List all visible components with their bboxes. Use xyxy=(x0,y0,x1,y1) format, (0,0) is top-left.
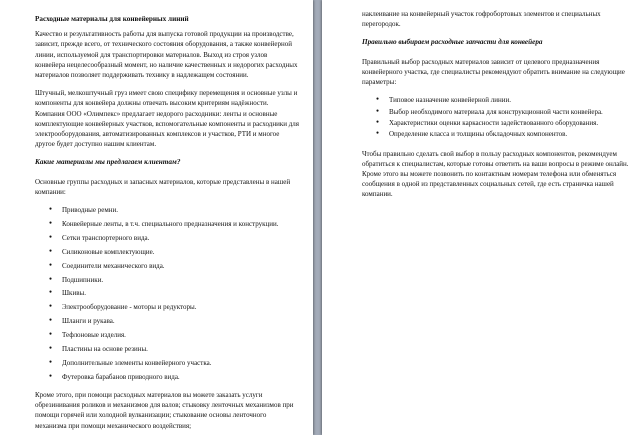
list-item: ● Футеровка барабанов приводного вида. xyxy=(62,372,299,382)
materials-list xyxy=(35,205,299,382)
list-item: ● Типовое назначение конвейерной линии. xyxy=(389,95,630,105)
list-item: ● Шланги и рукава. xyxy=(62,316,299,326)
intro-paragraph: Качество и результативность работы для выпуска готовой продукции на производстве, зависит, прежде всего, от технического состояния оборудования, а также конвейерной линии, используемой для транспортировки материалов. Выход из строя узлов конвейера нецелесообразный момент, но наличие качественных и недорогих расходных материалов позволяет поддерживать технику в надлежащем состоянии. xyxy=(35,30,298,80)
selection-paragraph: Правильный выбор расходных материалов зависит от целевого предназначения конвейерного участка, где специалисты рекомендуют обратить внимание на следующие параметры: xyxy=(362,57,625,87)
document-page-right xyxy=(322,0,640,435)
groups-paragraph: Основные группы расходных и запасных материалов, которые представлены в нашей компании: xyxy=(35,177,291,196)
company-paragraph: Штучный, мелкоштучный груз имеет свою специфику перемещения и основные узлы и компоненты для конвейера должны отвечать высоким критериям надёжности. Компания ООО «Олимпекс» предлагает недорого расходники: ленты и основные комплектующие конвейерных участков, вспомогательные компоненты и расходники для электрооборудования, автоматизированных комплексов и участков, РТИ и многое другое будет доступно нашим клиентам. xyxy=(35,89,299,149)
continuation-paragraph: наклеивание на конвейерный участок гофробортовых элементов и специальных перегородок. xyxy=(362,10,601,29)
list-item: ● Пластины на основе резины. xyxy=(62,344,299,354)
list-item: ● Выбор необходимого материала для конструкционной части конвейера. xyxy=(389,107,630,117)
services-paragraph: Кроме этого, при помощи расходных материалов вы можете заказать услуги обрезинивания роликов и механизмов для валов; стыковку ленточных механизмов при помощи горячей или холодной вулканизации; стыкование основы ленточного механизма при помощи механического воздействия; xyxy=(35,390,294,430)
list-item: ● Электрооборудование - моторы и редукторы. xyxy=(62,302,299,312)
selection-subtitle: Правильно выбираем расходные запчасти для конвейера xyxy=(362,38,543,47)
list-item: ● Подшипники. xyxy=(62,275,299,285)
list-item: ● Соединители механического вида. xyxy=(62,261,299,271)
list-item: ● Характеристики оценки каркасности задействованного оборудования. xyxy=(389,118,630,128)
contact-paragraph: Чтобы правильно сделать свой выбор в пользу расходных компонентов, рекомендуем обратиться к специалистам, которые готовы ответить на ваши вопросы в режиме онлайн. Кроме этого вы можете позвонить по контактным номерам телефона или обменяться сообщения в одной из представленных социальных сетей, где есть страничка нашей компании. xyxy=(362,149,629,199)
parameters-list xyxy=(362,95,630,139)
list-item: ● Дополнительные элементы конвейерного участка. xyxy=(62,358,299,368)
list-item: ● Определение класса и толщины обкладочных компонентов. xyxy=(389,129,630,139)
list-item: ● Конвейерные ленты, в т.ч. специального предназначения и конструкции. xyxy=(62,219,299,229)
list-item: ● Приводные ремни. xyxy=(62,205,299,215)
list-item: ● Сетки транспортерного вида. xyxy=(62,233,299,243)
document-page-left xyxy=(0,0,313,435)
list-item: ● Шкивы. xyxy=(62,288,299,298)
document-title: Расходные материалы для конвейерных линий xyxy=(35,15,189,23)
list-item: ● Тефлоновые изделия. xyxy=(62,330,299,340)
list-item: ● Силиконовые комплектующие. xyxy=(62,247,299,257)
materials-subtitle: Какие материалы мы предлагаем клиентам? xyxy=(35,158,181,167)
